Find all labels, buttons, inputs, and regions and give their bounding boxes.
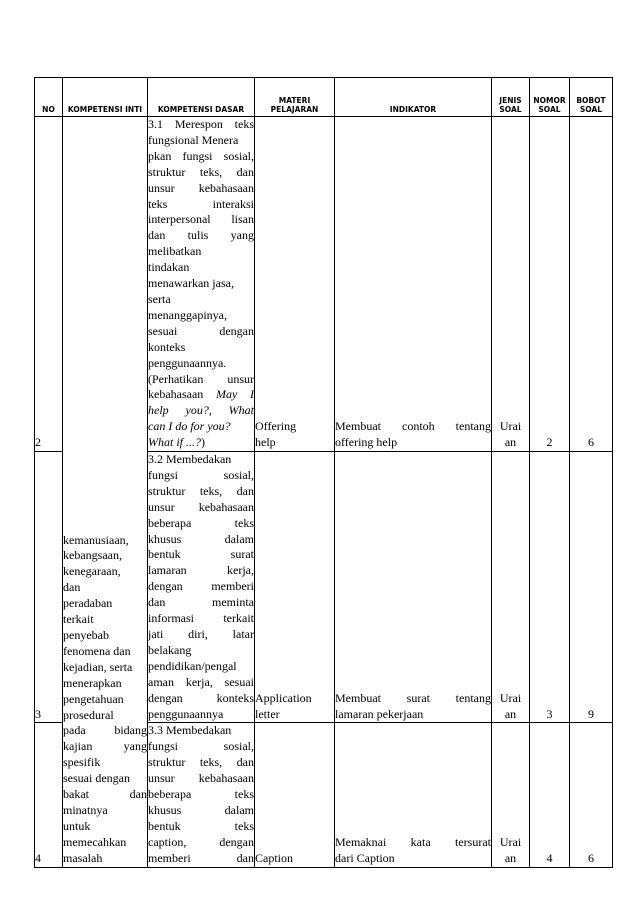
header-materi-pelajaran: MATERI PELAJARAN: [255, 78, 335, 117]
indikator-cell: Memaknai kata tersurat dari Caption: [335, 723, 492, 867]
materi-cell: Caption: [255, 723, 335, 867]
header-nomor-soal: NOMOR SOAL: [530, 78, 570, 117]
kd-text: 3.1 Merespon teks fungsional Menera pkan fungsi sosial, struktur teks, dan unsur kebahasaan teks interaksi interpersonal lisan dan tulis yang melibatkan tindakan menawarkan jasa, serta menanggapinya, sesuai dengan konteks penggunaannya. (Perhatikan unsur kebahasaan May I help you?, What can I do for you? What if ...?): [148, 117, 254, 450]
kompetensi-dasar-cell: [148, 452, 255, 723]
bobot-soal-cell: 6: [570, 117, 613, 452]
ki-text: kemanusiaan, kebangsaan, kenegaraan, dan peradaban terkait penyebab fenomena dan kejadian, serta menerapkan pengetahuan prosedural pada bidang kajian yang spesifik sesuai dengan bakat dan minatnya untuk memecahkan masalah: [63, 532, 147, 865]
kisi-kisi-table: [34, 77, 613, 868]
kompetensi-inti-cell: [63, 117, 148, 868]
bobot-soal-cell: 9: [570, 452, 613, 723]
nomor-soal-cell: 4: [530, 723, 570, 867]
indikator-cell: Membuat surat tentang lamaran pekerjaan: [335, 452, 492, 723]
nomor-soal-cell: 2: [530, 117, 570, 452]
header-indikator: INDIKATOR: [335, 78, 492, 117]
jenis-soal-cell: Urai an: [492, 117, 530, 452]
header-kompetensi-inti: KOMPETENSI INTI: [63, 78, 148, 117]
nomor-soal-cell: 3: [530, 452, 570, 723]
header-no: NO: [35, 78, 63, 117]
jenis-soal-cell: Urai an: [492, 723, 530, 867]
kompetensi-dasar-cell: [148, 117, 255, 452]
materi-cell: Offering help: [255, 117, 335, 452]
materi-cell: Application letter: [255, 452, 335, 723]
bobot-soal-cell: 6: [570, 723, 613, 867]
header-row: [35, 78, 613, 117]
kompetensi-dasar-cell: [148, 723, 255, 867]
header-kompetensi-dasar: KOMPETENSI DASAR: [148, 78, 255, 117]
row-number: 4: [35, 723, 63, 867]
row-number: 2: [35, 117, 63, 452]
header-bobot-soal: BOBOT SOAL: [570, 78, 613, 117]
jenis-soal-cell: Urai an: [492, 452, 530, 723]
kd-text: 3.3 Membedakan fungsi sosial, struktur teks, dan unsur kebahasaan beberapa teks khusus dalam bentuk teks caption, dengan memberi dan: [148, 723, 254, 865]
indikator-cell: Membuat contoh tentang offering help: [335, 117, 492, 452]
table-row: [35, 117, 613, 452]
header-jenis-soal: JENIS SOAL: [492, 78, 530, 117]
row-number: 3: [35, 452, 63, 723]
kd-text: 3.2 Membedakan fungsi sosial, struktur teks, dan unsur kebahasaan beberapa teks khusus dalam bentuk surat lamaran kerja, dengan memberi dan meminta informasi terkait jati diri, latar belakang pendidikan/pengal aman kerja, sesuai dengan konteks penggunaannya: [148, 452, 254, 721]
